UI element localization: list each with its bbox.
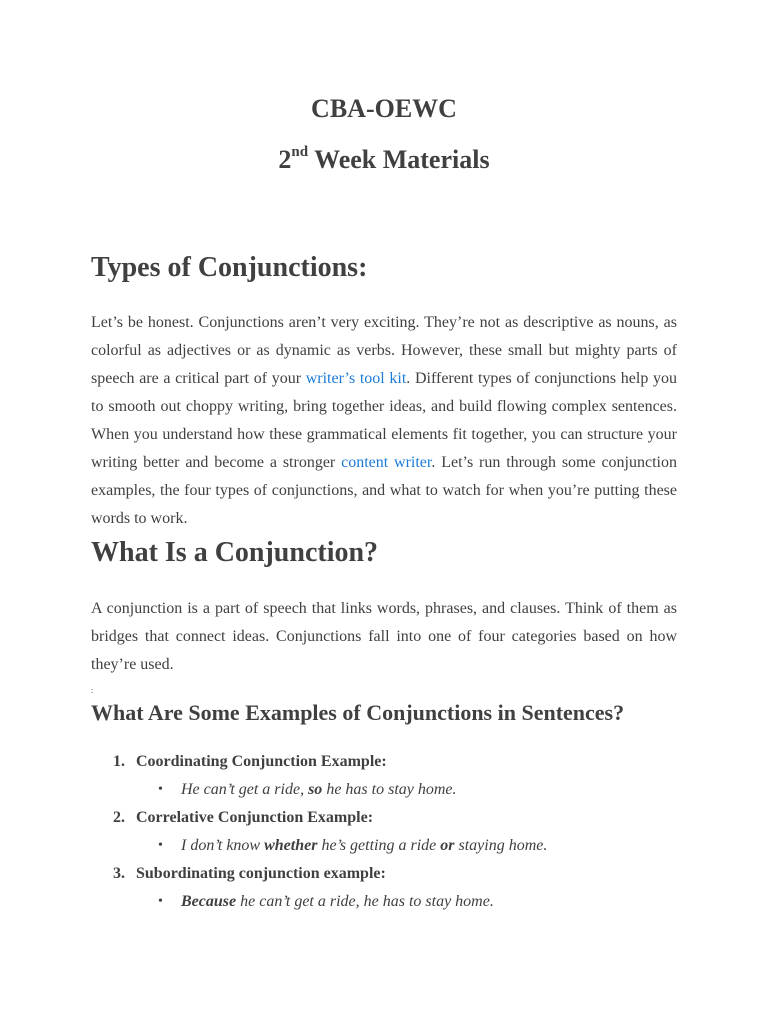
writers-tool-kit-link[interactable]: writer’s tool kit xyxy=(305,370,407,387)
example-conjunction: whether xyxy=(264,837,318,854)
intro-paragraph xyxy=(91,309,677,533)
example-text: he has to stay home. xyxy=(322,781,457,798)
bullet-icon: • xyxy=(158,838,163,853)
subtitle-superscript: nd xyxy=(291,144,309,160)
list-item-title: Correlative Conjunction Example: xyxy=(136,809,374,826)
list-item-number: 3. xyxy=(113,865,125,882)
intro-text-2: . Different types of conjunctions help you to smooth out choppy writing, bring together ideas, and build flowing complex sentences. When you understand how these grammatical elements fit together, you can structure your writing better and become a stronger xyxy=(91,370,678,471)
example-text: he can’t get a ride, he has to stay home. xyxy=(236,893,494,910)
example-sentence xyxy=(181,893,494,911)
definition-paragraph: A conjunction is a part of speech that links words, phrases, and clauses. Think of them as bridges that connect ideas. Conjunctions fall into one of four categories based on how they’re used. xyxy=(91,600,677,673)
subtitle-number: 2 xyxy=(278,145,292,174)
example-conjunction: so xyxy=(308,781,323,798)
list-item-number: 2. xyxy=(113,809,125,826)
bullet-icon: • xyxy=(158,894,163,909)
example-text: staying home. xyxy=(454,837,548,854)
bullet-icon: • xyxy=(158,782,163,797)
example-conjunction: Because xyxy=(181,893,237,910)
doc-title: CBA-OEWC xyxy=(311,94,457,123)
list-item-title: Coordinating Conjunction Example: xyxy=(136,753,387,770)
example-sentence xyxy=(181,781,457,799)
stray-mark: : xyxy=(91,686,94,695)
example-text: He can’t get a ride, xyxy=(181,781,309,798)
example-text: he’s getting a ride xyxy=(317,837,441,854)
heading-examples: What Are Some Examples of Conjunctions in Sentences? xyxy=(91,700,625,725)
intro-text-1: Let’s be honest. Conjunctions aren’t very exciting. They’re not as descriptive as nouns, as colorful as adjectives or as dynamic as verbs. However, these small but mighty parts of speech are a critical part of your xyxy=(91,314,677,387)
example-conjunction: or xyxy=(440,837,455,854)
doc-subtitle xyxy=(0,145,768,175)
example-sentence xyxy=(181,837,547,855)
list-item-number: 1. xyxy=(113,753,125,770)
subtitle-text: Week Materials xyxy=(308,145,490,174)
heading-types-of-conjunctions: Types of Conjunctions: xyxy=(91,252,368,283)
intro-text-3: . Let’s run through some conjunction examples, the four types of conjunctions, and what to watch for when you’re putting these words to work. xyxy=(91,454,677,527)
content-writer-link[interactable]: content writer xyxy=(341,454,432,471)
list-item-title: Subordinating conjunction example: xyxy=(136,865,386,882)
heading-what-is-a-conjunction: What Is a Conjunction? xyxy=(91,537,379,568)
example-text: I don’t know xyxy=(181,837,265,854)
